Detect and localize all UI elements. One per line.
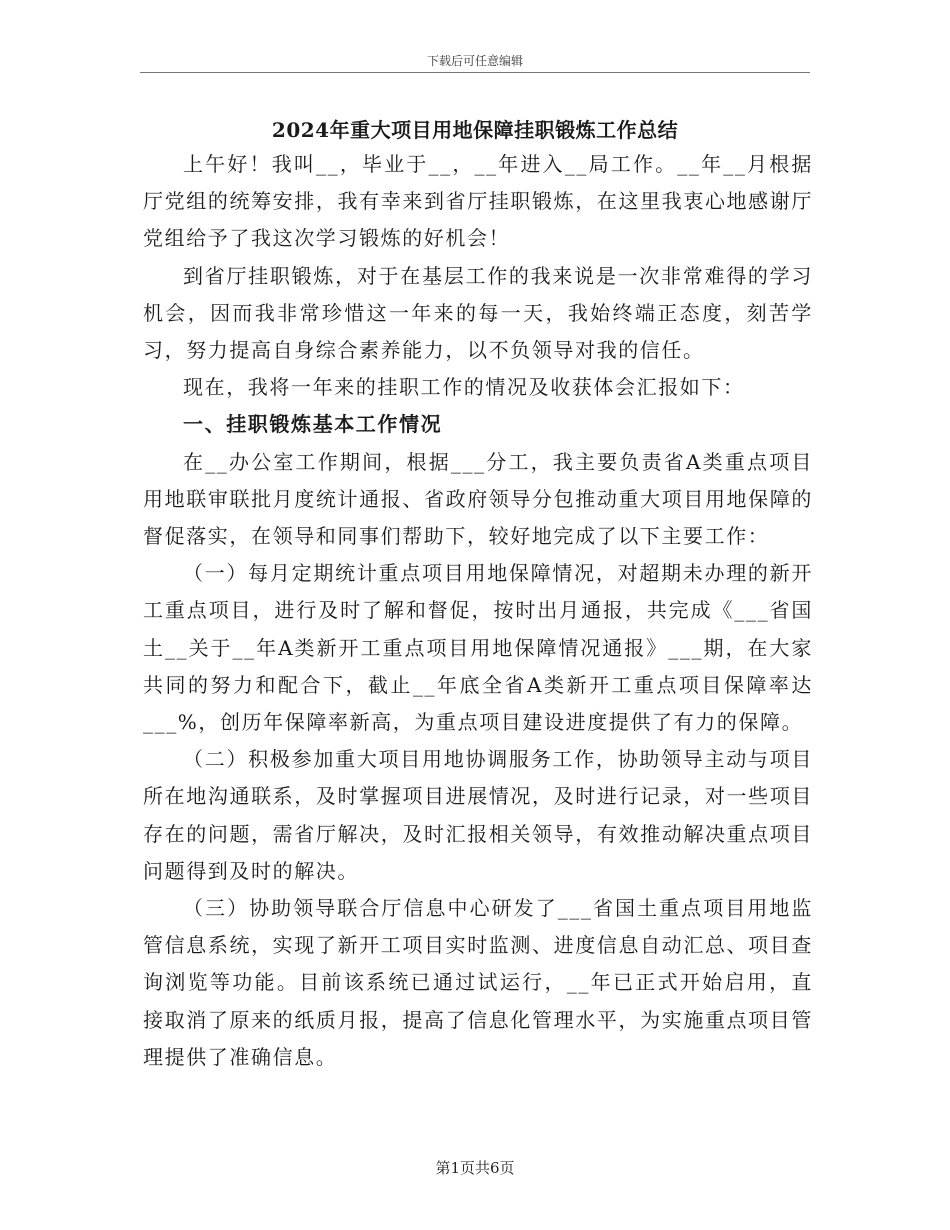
paragraph-item-1: （一）每月定期统计重点项目用地保障情况，对超期未办理的新开工重点项目，进行及时了解和督促，按时出月通报，共完成《___省国土__关于__年A类新开工重点项目用地保障情况通报》___期，在大家共同的努力和配合下，截止__年底全省A类新开工重点项目保障率达___%，创历年保障率新高，为重点项目建设进度提供了有力的保障。 bbox=[143, 561, 813, 735]
document-title: 2024年重大项目用地保障挂职锻炼工作总结 bbox=[271, 118, 679, 142]
paragraph-duties: 在__办公室工作期间，根据___分工，我主要负责省A类重点项目用地联审联批月度统计通报、省政府领导分包推动重大项目用地保障的督促落实，在领导和同事们帮助下，较好地完成了以下主要工作： bbox=[143, 449, 813, 549]
page-number: 第1页共6页 bbox=[435, 1159, 515, 1177]
paragraph-report-intro: 现在，我将一年来的挂职工作的情况及收获体会汇报如下： bbox=[183, 375, 745, 400]
header-divider bbox=[140, 72, 810, 73]
paragraph-intro: 到省厅挂职锻炼，对于在基层工作的我来说是一次非常难得的学习机会，因而我非常珍惜这一年来的每一天，我始终端正态度，刻苦学习，努力提高自身综合素养能力，以不负领导对我的信任。 bbox=[143, 263, 813, 363]
section-heading: 一、挂职锻炼基本工作情况 bbox=[183, 412, 443, 437]
paragraph-greeting: 上午好！我叫__，毕业于__，__年进入__局工作。__年__月根据厅党组的统筹安排，我有幸来到省厅挂职锻炼，在这里我衷心地感谢厅党组给予了我这次学习锻炼的好机会！ bbox=[143, 152, 813, 251]
header-note: 下载后可任意编辑 bbox=[426, 54, 523, 68]
paragraph-item-2: （二）积极参加重大项目用地协调服务工作，协助领导主动与项目所在地沟通联系，及时掌握项目进展情况，及时进行记录，对一些项目存在的问题，需省厅解决，及时汇报相关领导，有效推动解决重点项目问题得到及时的解决。 bbox=[143, 747, 813, 883]
document-body bbox=[143, 146, 813, 1076]
paragraph-item-3: （三）协助领导联合厅信息中心研发了___省国土重点项目用地监管信息系统，实现了新开工项目实时监测、进度信息自动汇总、项目查询浏览等功能。目前该系统已通过试运行，__年已正式开始启用，直接取消了原来的纸质月报，提高了信息化管理水平，为实施重点项目管理提供了准确信息。 bbox=[143, 896, 813, 1069]
